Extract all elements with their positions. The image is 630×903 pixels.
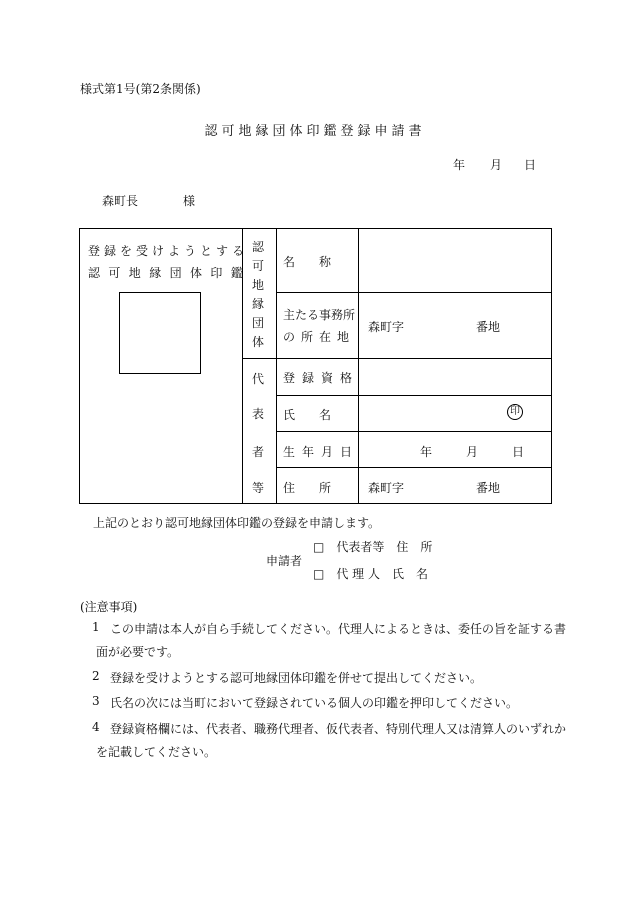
office-suffix: 番地 [476,320,501,334]
note-text: 面が必要です。 [96,645,180,659]
seal-column-label: 登録を受けようとする [88,244,249,258]
rep-label-char: 表 [252,407,265,421]
page-title: 認可地縁団体印鑑登録申請書 [204,124,426,139]
addressee-name: 森町長 [102,194,139,208]
seal-column-label: 認可地縁団体印鑑 [88,266,252,280]
form-number: 様式第1号(第2条関係) [80,82,201,96]
note-text: 登録を受けようとする認可地縁団体印鑑を併せて提出してください。 [110,671,483,685]
applicant-label: 申請者 [266,554,303,568]
seal-stamp-box [119,292,201,374]
date-day: 日 [524,158,537,172]
birthdate-label: 生年月日 [283,445,360,459]
row-line [276,292,552,293]
group-label-char: 縁 [252,297,265,311]
rep-label-char: 等 [252,481,265,495]
address-prefix: 森町字 [368,481,405,495]
row-line [276,467,552,468]
notes-heading: (注意事項) [80,600,138,614]
note-number: 3 [92,694,100,708]
row-line [276,395,552,396]
office-label: 主たる事務所 [283,308,356,322]
qualification-label: 登録資格 [283,371,360,385]
applicant-option-agent: □ 代 理 人 氏 名 [313,567,428,581]
note-text: この申請は本人が自ら手続してください。代理人によるときは、委任の旨を証する書 [110,622,567,636]
note-number: 2 [92,669,100,683]
address-suffix: 番地 [476,481,501,495]
note-number: 4 [92,720,100,734]
name-label: 名 称 [283,255,332,269]
statement: 上記のとおり認可地縁団体印鑑の登録を申請します。 [93,516,381,530]
address-label: 住 所 [283,481,332,495]
group-label-char: 可 [252,259,265,273]
birth-year: 年 [420,445,433,459]
group-label-char: 団 [252,316,265,330]
note-text: 氏名の次には当町において登録されている個人の印鑑を押印してください。 [110,696,519,710]
office-label: の所在地 [283,330,356,344]
rep-label-char: 者 [252,445,265,459]
applicant-option-representative: □ 代表者等 住 所 [313,540,433,554]
group-label-char: 体 [252,335,265,349]
divider-label [358,228,359,504]
group-label-char: 地 [252,278,265,292]
addressee-honorific: 様 [183,194,196,208]
note-text: 登録資格欄には、代表者、職務代理者、仮代表者、特別代理人又は清算人のいずれか [110,722,567,736]
rep-label-char: 代 [252,372,265,386]
date-year: 年 [453,158,466,172]
date-month: 月 [490,158,503,172]
row-line [276,431,552,432]
birth-month: 月 [466,445,479,459]
group-label-char: 認 [252,240,265,254]
office-prefix: 森町字 [368,320,405,334]
fullname-label: 氏 名 [283,408,332,422]
birth-day: 日 [512,445,525,459]
seal-mark-icon: 印 [507,404,523,420]
note-text: を記載してください。 [96,745,217,759]
row-line [242,358,552,359]
divider-group [276,228,277,504]
note-number: 1 [92,620,100,634]
